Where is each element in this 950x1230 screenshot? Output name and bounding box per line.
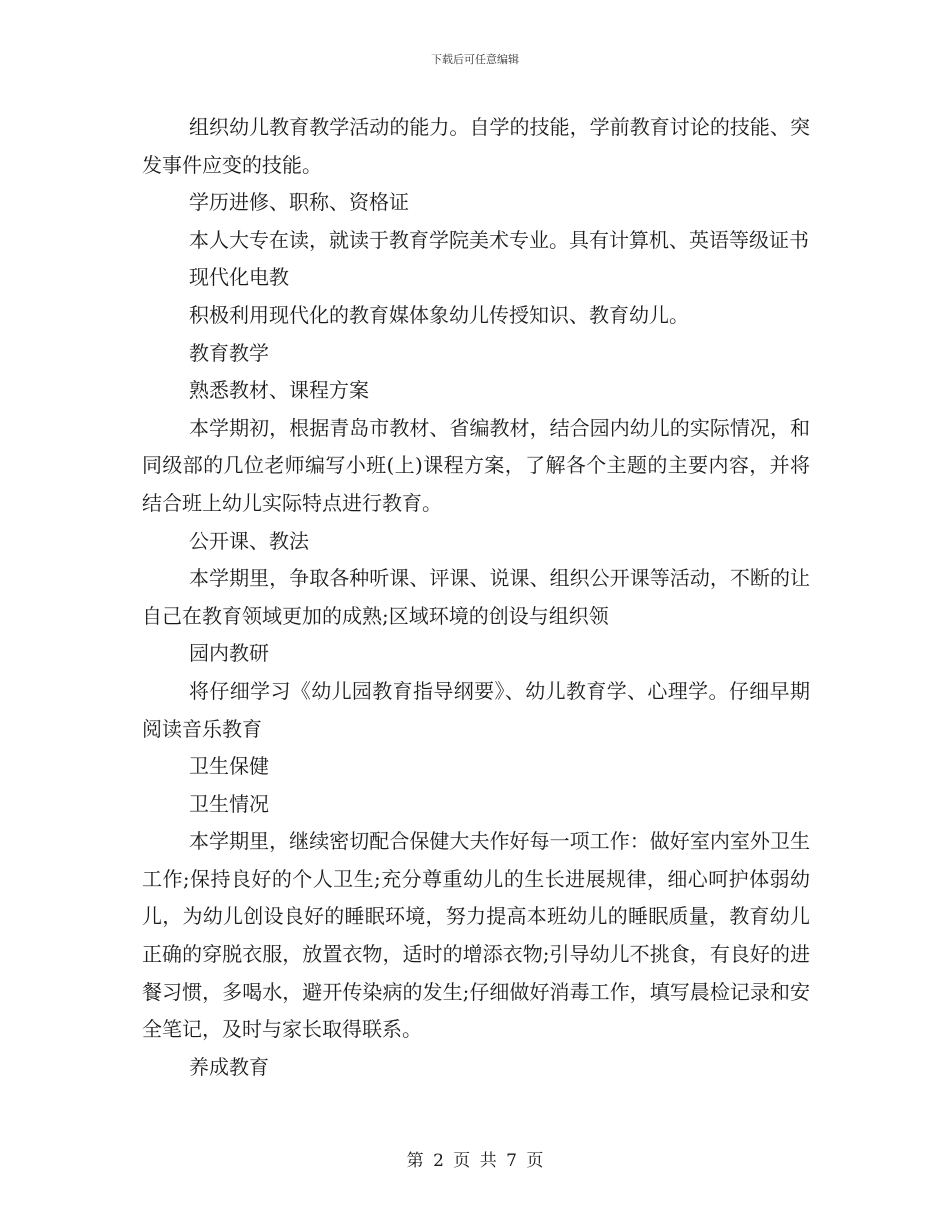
paragraph: 本学期里，争取各种听课、评课、说课、组织公开课等活动，不断的让自己在教育领域更加的成熟;区域环境的创设与组织领 xyxy=(142,566,810,628)
paragraph: 积极利用现代化的教育媒体象幼儿传授知识、教育幼儿。 xyxy=(189,302,689,327)
document-body xyxy=(142,109,810,1086)
paragraph: 组织幼儿教育教学活动的能力。自学的技能，学前教育讨论的技能、突发事件应变的技能。 xyxy=(142,115,810,177)
section-heading: 现代化电教 xyxy=(189,265,289,290)
section-heading: 园内教研 xyxy=(189,641,269,666)
paragraph: 本学期里，继续密切配合保健大夫作好每一项工作：做好室内室外卫生工作;保持良好的个人卫生;充分尊重幼儿的生长进展规律，细心呵护体弱幼儿，为幼儿创设良好的睡眠环境，努力提高本班幼儿的睡眠质量，教育幼儿正确的穿脱衣服，放置衣物，适时的增添衣物;引导幼儿不挑食，有良好的进餐习惯，多喝水，避开传染病的发生;仔细做好消毒工作，填写晨检记录和安全笔记，及时与家长取得联系。 xyxy=(142,829,810,1042)
section-heading: 熟悉教材、课程方案 xyxy=(189,378,369,403)
section-heading: 公开课、教法 xyxy=(189,528,309,553)
section-heading: 学历进修、职称、资格证 xyxy=(189,190,409,215)
section-heading: 卫生保健 xyxy=(189,754,269,779)
paragraph: 本人大专在读，就读于教育学院美术专业。具有计算机、英语等级证书 xyxy=(189,227,809,252)
section-heading: 卫生情况 xyxy=(189,791,269,816)
paragraph: 本学期初，根据青岛市教材、省编教材，结合园内幼儿的实际情况，和同级部的几位老师编写小班(上)课程方案，了解各个主题的主要内容，并将结合班上幼儿实际特点进行教育。 xyxy=(142,415,810,515)
section-heading: 教育教学 xyxy=(189,340,269,365)
page-number: 第 2 页 共 7 页 xyxy=(406,1151,544,1171)
section-heading: 养成教育 xyxy=(189,1054,269,1079)
paragraph: 将仔细学习《幼儿园教育指导纲要》、幼儿教育学、心理学。仔细早期阅读音乐教育 xyxy=(142,678,810,741)
page-header-note: 下载后可任意编辑 xyxy=(431,53,519,66)
